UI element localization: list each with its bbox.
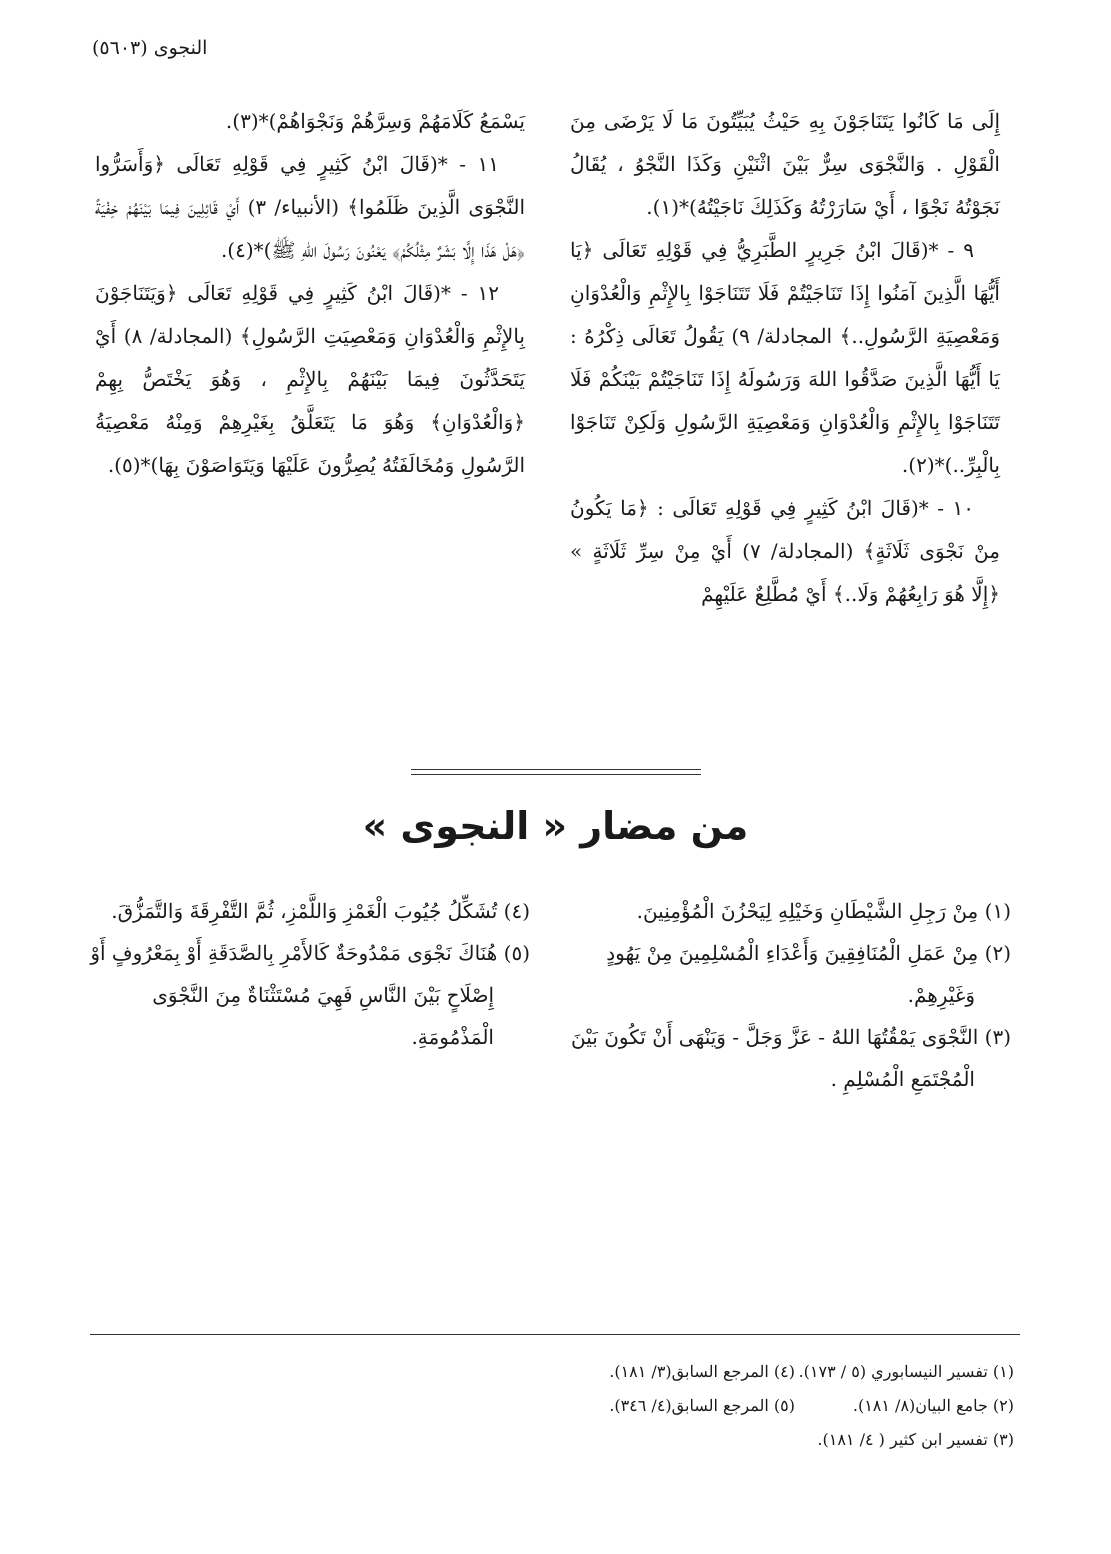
footnote: (٢) جامع البيان(٨/ ١٨١). xyxy=(852,1396,1014,1415)
list-item: (٢) مِنْ عَمَلِ الْمُنَافِقِينَ وَأَعْدَاءِ الْمُسْلِمِينَ مِنْ يَهُودٍ وَغَيْرِهِمْ. xyxy=(606,941,1011,1007)
divider-line xyxy=(411,774,701,775)
body-column-left xyxy=(95,100,525,487)
harms-list-right xyxy=(571,890,1011,1100)
body-column-right xyxy=(570,100,1000,616)
footnotes-left xyxy=(495,1355,795,1423)
paragraph: يَسْمَعُ كَلَامَهُمْ وَسِرَّهُمْ وَنَجْوَاهُمْ)*(٣). xyxy=(225,109,525,133)
list-item: (٣) النَّجْوَى يَمْقُتُهَا اللهُ - عَزَّ وَجَلَّ - وَيَنْهَى أَنْ تَكُونَ بَيْنَ الْمُجْتَمَعِ الْمُسْلِمِ . xyxy=(571,1025,1011,1091)
list-item: (٤) تُشَكِّلُ جُيُوبَ الْغَمْزِ وَاللَّمْزِ، ثُمَّ التَّفْرِقَةَ وَالتَّمَزُّقَ. xyxy=(111,899,530,923)
list-item: (١) مِنْ رَجِلِ الشَّيْطَانِ وَخَيْلِهِ لِيَحْزُنَ الْمُؤْمِنِينَ. xyxy=(636,899,1011,923)
list-item: (٥) هُنَاكَ نَجْوَى مَمْدُوحَةٌ كَالأَمْرِ بِالصَّدَقَةِ أَوْ بِمَعْرُوفٍ أَوْ إِصْلَاحٍ بَيْنَ النَّاسِ فَهِيَ مُسْتَثْنَاةٌ مِنَ النَّجْوَى الْمَذْمُومَةِ. xyxy=(90,941,530,1049)
paragraph: ١٠ - *(قَالَ ابْنُ كَثِيرٍ فِي قَوْلِهِ تَعَالَى : ﴿مَا يَكُونُ مِنْ نَجْوَى ثَلَاثَةٍ﴾ (المجادلة/ ٧) أَيْ مِنْ سِرِّ ثَلَاثَةٍ » ﴿إِلَّا هُوَ رَابِعُهُمْ وَلَا..﴾ أَيْ مُطَّلِعٌ عَلَيْهِمْ xyxy=(570,496,1000,606)
harms-list-left xyxy=(90,890,530,1058)
paragraph: إِلَى مَا كَانُوا يَتَنَاجَوْنَ بِهِ حَيْثُ يُبَيِّتُونَ مَا لَا يَرْضَى مِنَ الْقَوْلِ . وَالنَّجْوَى سِرٌّ بَيْنَ اثْنَيْنِ وَكَذَا النَّجْوُ ، يُقَالُ نَجَوْتُهُ نَجْوًا ، أَيْ سَارَرْتُهُ وَكَذَلِكَ نَاجَيْتُهُ)*(١). xyxy=(570,109,1000,219)
section-title: من مضار « النجوى » xyxy=(362,804,749,848)
footnote: (٥) المرجع السابق(٤/ ٣٤٦). xyxy=(609,1396,795,1415)
paragraph: ١١ - *(قَالَ ابْنُ كَثِيرٍ فِي قَوْلِهِ تَعَالَى ﴿وَأَسَرُّوا النَّجْوَى الَّذِينَ ظَلَمُوا﴾ (الأنبياء/ ٣) أَيْ قَائِلِينَ فِيمَا بَيْنَهُمْ خِفْيَةً ﴿هَلْ هَذَا إِلَّا بَشَرٌ مِثْلُكُمْ﴾ يَعْنُونَ رَسُولَ اللهِ ﷺ)*(٤). xyxy=(95,152,525,262)
footnote-divider xyxy=(90,1334,1020,1335)
paragraph: ٩ - *(قَالَ ابْنُ جَرِيرٍ الطَّبَرِيُّ فِي قَوْلِهِ تَعَالَى ﴿يَا أَيُّهَا الَّذِينَ آمَنُوا إِذَا تَنَاجَيْتُمْ فَلَا تَتَنَاجَوْا بِالإِثْمِ وَالْعُدْوَانِ وَمَعْصِيَةِ الرَّسُولِ..﴾ المجادلة/ ٩) يَقُولُ تَعَالَى ذِكْرُهُ : يَا أَيُّهَا الَّذِينَ صَدَّقُوا اللهَ وَرَسُولَهُ إِذَا تَنَاجَيْتُمْ بَيْنَكُمْ فَلَا تَتَنَاجَوْا بِالإِثْمِ وَالْعُدْوَانِ وَمَعْصِيَةِ الرَّسُولِ وَلَكِنْ تَنَاجَوْا بِالْبِرِّ..)*(٢). xyxy=(570,238,1001,477)
footnote: (٤) المرجع السابق(٣/ ١٨١). xyxy=(609,1362,795,1381)
footnote: (١) تفسير النيسابوري (٥ / ١٧٣). xyxy=(798,1362,1014,1381)
running-header: النجوى (٥٦٠٣) xyxy=(92,37,208,59)
paragraph: ١٢ - *(قَالَ ابْنُ كَثِيرٍ فِي قَوْلِهِ تَعَالَى ﴿وَيَتَنَاجَوْنَ بِالإِثْمِ وَالْعُدْوَانِ وَمَعْصِيَتِ الرَّسُولِ﴾ (المجادلة/ ٨) أَيْ يَتَحَدَّثُونَ فِيمَا بَيْنَهُمْ بِالإِثْمِ ، وَهُوَ يَخْتَصُّ بِهِمْ ﴿وَالْعُدْوَانِ﴾ وَهُوَ مَا يَتَعَلَّقُ بِغَيْرِهِمْ وَمِنْهُ مَعْصِيَةُ الرَّسُولِ وَمُخَالَفَتُهُ يُصِرُّونَ عَلَيْهَا وَيَتَوَاصَوْنَ بِهَا)*(٥). xyxy=(95,281,525,477)
footnote: (٣) تفسير ابن كثير ( ٤/ ١٨١). xyxy=(817,1430,1014,1449)
divider-line xyxy=(411,769,701,770)
